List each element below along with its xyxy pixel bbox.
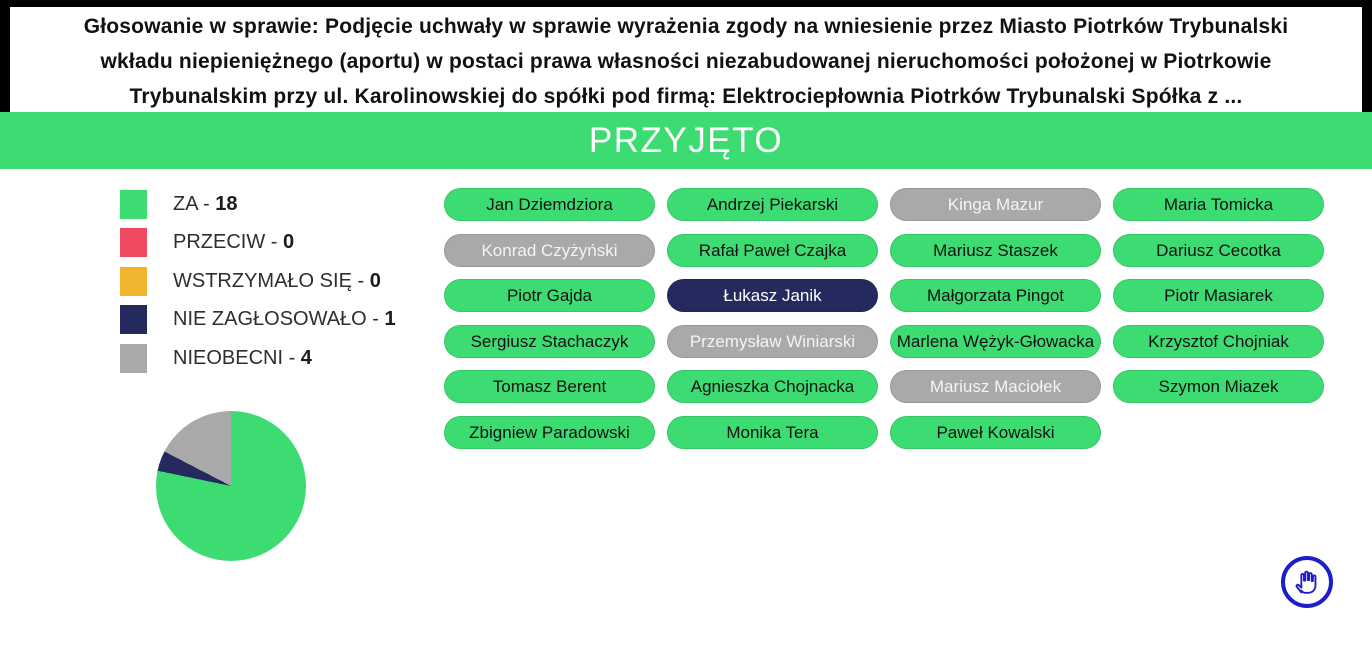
result-banner-label: PRZYJĘTO [588, 120, 784, 160]
legend-label: PRZECIW - 0 [173, 231, 295, 253]
voter-button[interactable]: Dariusz Cecotka [1113, 234, 1324, 267]
voter-button[interactable]: Tomasz Berent [444, 370, 655, 403]
right-black-bar [1362, 0, 1372, 112]
voter-button[interactable]: Małgorzata Pingot [890, 279, 1101, 312]
voter-button[interactable]: Agnieszka Chojnacka [667, 370, 878, 403]
vote-title-line-2: wkładu niepieniężnego (aportu) w postaci prawa własności niezabudowanej nieruchomości położonej w Piotrkowie [100, 50, 1272, 73]
legend-label: NIEOBECNI - 4 [173, 346, 312, 369]
vote-title-line-1: Głosowanie w sprawie: Podjęcie uchwały w sprawie wyrażenia zgody na wniesienie przez Miasto Piotrków Trybunalski [83, 15, 1289, 38]
voter-button[interactable]: Zbigniew Paradowski [444, 416, 655, 449]
voter-button[interactable]: Piotr Masiarek [1113, 279, 1324, 312]
voter-button[interactable]: Monika Tera [667, 416, 878, 449]
voter-button[interactable]: Marlena Wężyk-Głowacka [890, 325, 1101, 358]
vote-title-line-3: Trybunalskim przy ul. Karolinowskiej do spółki pod firmą: Elektrociepłownia Piotrków Trybunalski Spółka z ... [129, 85, 1243, 108]
legend-swatch-icon [120, 190, 147, 219]
voter-button[interactable]: Mariusz Staszek [890, 234, 1101, 267]
vote-legend [120, 189, 396, 382]
legend-label: NIE ZAGŁOSOWAŁO - 1 [173, 308, 396, 330]
voter-button[interactable]: Szymon Miazek [1113, 370, 1324, 403]
voter-button[interactable]: Kinga Mazur [890, 188, 1101, 221]
voter-button[interactable]: Łukasz Janik [667, 279, 878, 312]
voter-button[interactable]: Rafał Paweł Czajka [667, 234, 878, 267]
legend-item-2 [120, 266, 396, 296]
voter-button[interactable]: Andrzej Piekarski [667, 188, 878, 221]
vote-title [40, 9, 1332, 114]
left-black-bar [0, 0, 10, 112]
voter-button[interactable]: Piotr Gajda [444, 279, 655, 312]
raised-hand-button[interactable] [1281, 556, 1333, 608]
legend-item-4 [120, 343, 396, 373]
voter-button[interactable]: Jan Dziemdziora [444, 188, 655, 221]
top-black-bar [0, 0, 1372, 7]
legend-label: ZA - 18 [173, 192, 238, 215]
raised-hand-icon [1291, 566, 1323, 598]
legend-swatch-icon [120, 267, 147, 296]
voter-button[interactable]: Maria Tomicka [1113, 188, 1324, 221]
voter-button[interactable]: Mariusz Maciołek [890, 370, 1101, 403]
voters-grid [444, 188, 1324, 449]
legend-swatch-icon [120, 228, 147, 257]
legend-item-0 [120, 189, 396, 219]
voter-button[interactable]: Krzysztof Chojniak [1113, 325, 1324, 358]
voter-button[interactable]: Paweł Kowalski [890, 416, 1101, 449]
legend-item-3 [120, 305, 396, 335]
legend-label: WSTRZYMAŁO SIĘ - 0 [173, 269, 381, 292]
result-banner [0, 112, 1372, 169]
legend-swatch-icon [120, 344, 147, 373]
legend-item-1 [120, 228, 396, 258]
voter-button[interactable]: Sergiusz Stachaczyk [444, 325, 655, 358]
results-pie-chart [156, 411, 306, 561]
voter-button[interactable]: Konrad Czyżyński [444, 234, 655, 267]
legend-swatch-icon [120, 305, 147, 334]
voter-button[interactable]: Przemysław Winiarski [667, 325, 878, 358]
